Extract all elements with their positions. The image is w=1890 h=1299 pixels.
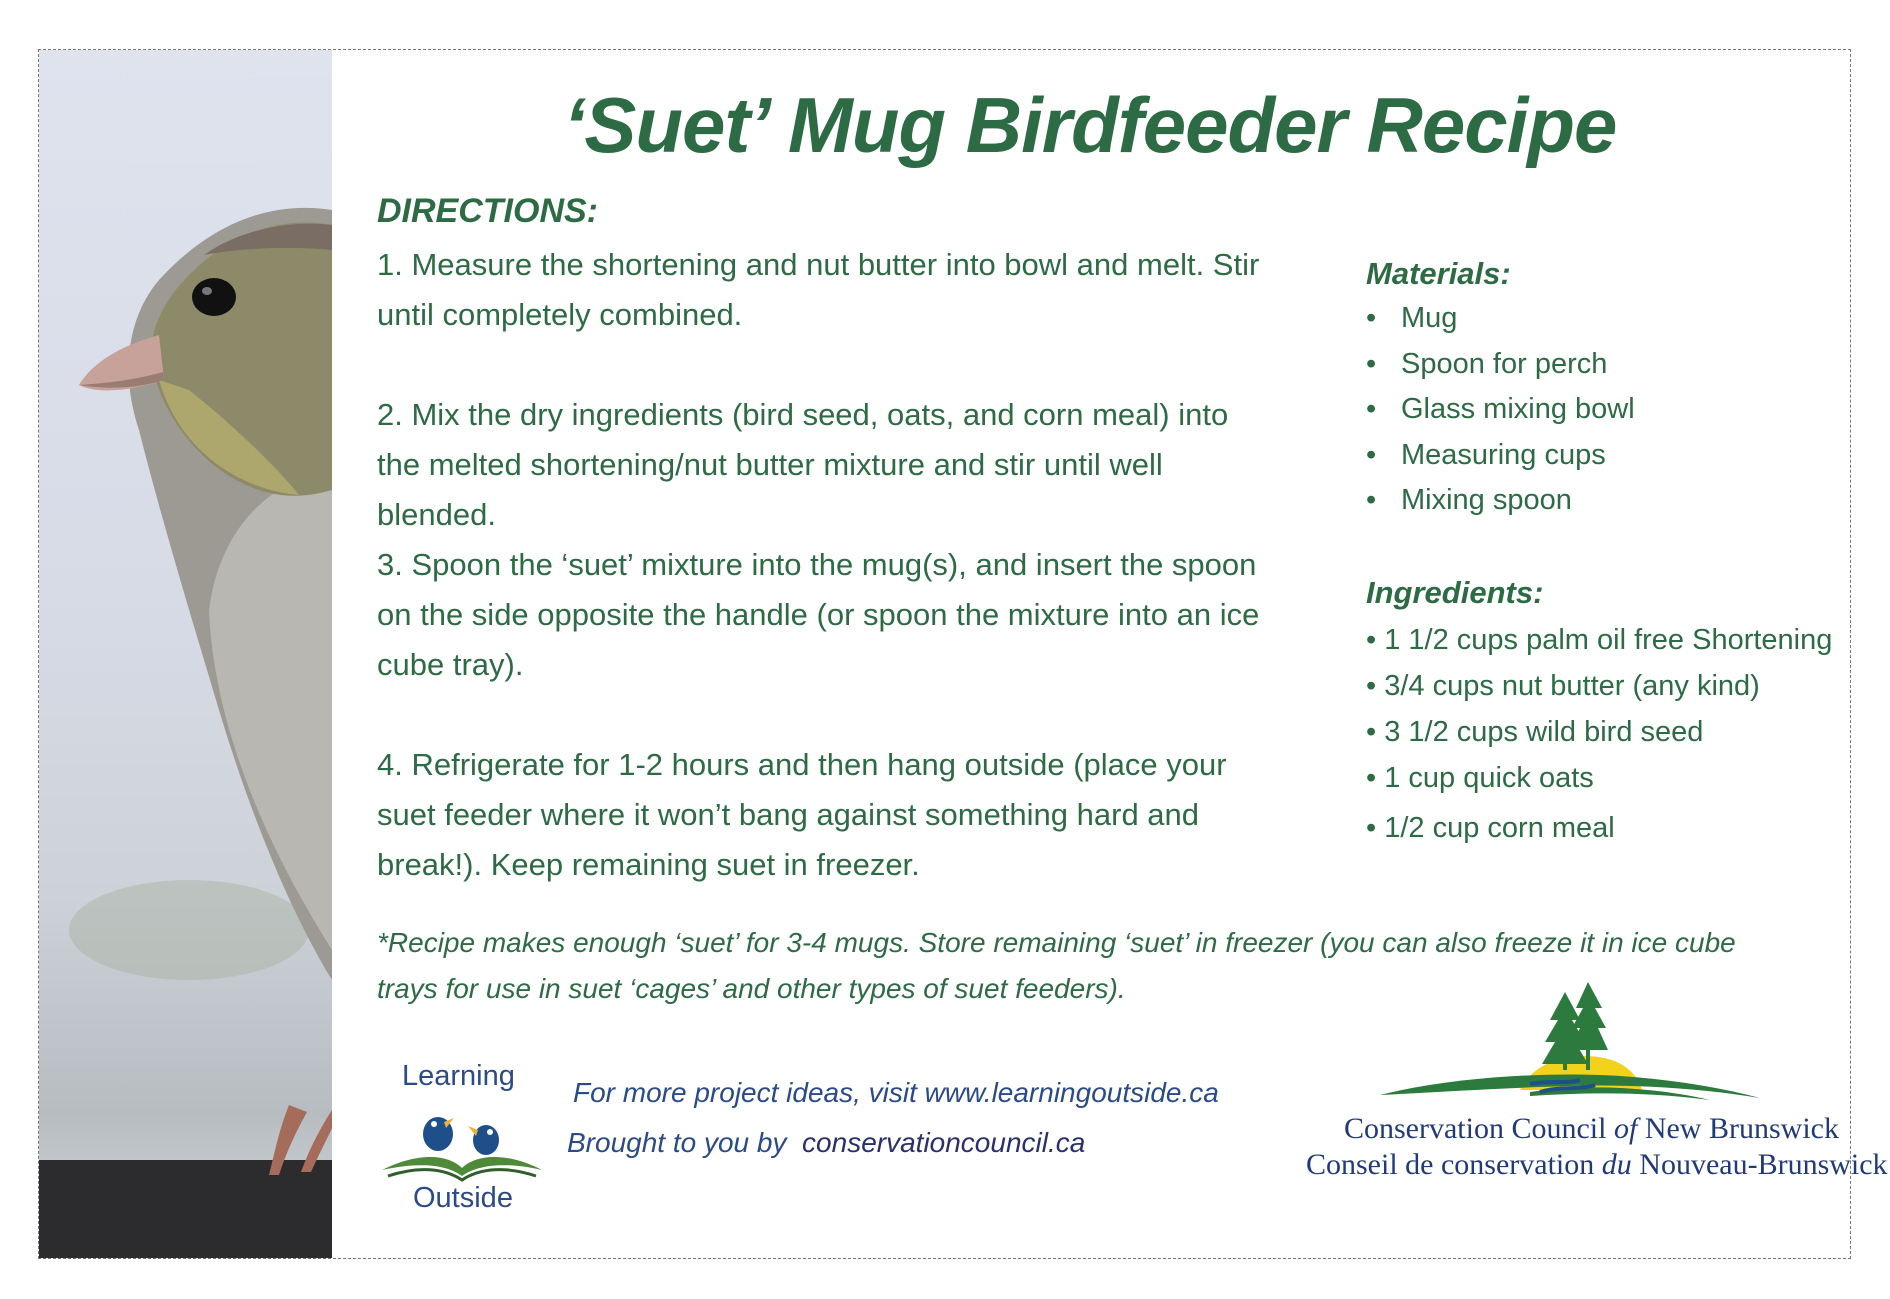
list-item: • Spoon for perch <box>1366 347 1608 380</box>
birds-book-icon <box>378 1092 546 1192</box>
list-item: • 1 cup quick oats <box>1366 762 1594 794</box>
direction-step-2: 2. Mix the dry ingredients (bird seed, oats, and corn meal) into the melted shortening/nut butter mixture and stir until well blended. <box>377 397 1229 532</box>
page-title: ‘Suet’ Mug Birdfeeder Recipe <box>563 81 1617 169</box>
direction-step-1: 1. Measure the shortening and nut butter into bowl and melt. Stir until completely combined. <box>377 247 1260 332</box>
direction-step-3: 3. Spoon the ‘suet’ mixture into the mug(s), and insert the spoon on the side opposite the handle (or spoon the mixture into an ice cube tray). <box>377 547 1260 682</box>
list-item: • 3 1/2 cups wild bird seed <box>1366 716 1704 748</box>
ccnb-logo <box>1300 980 1888 1200</box>
list-item: • 1 1/2 cups palm oil free Shortening <box>1366 624 1833 656</box>
ingredients-list <box>1366 617 1832 851</box>
list-item: • 1/2 cup corn meal <box>1366 812 1615 844</box>
list-item: • 3/4 cups nut butter (any kind) <box>1366 670 1760 702</box>
ingredients-heading: Ingredients: <box>1366 575 1544 610</box>
direction-step-4: 4. Refrigerate for 1-2 hours and then hang outside (place your suet feeder where it won’t bang against something hard and break!). Keep remaining suet in freezer. <box>377 747 1227 882</box>
logo-text-top: Learning <box>402 1060 515 1092</box>
list-item: • Mixing spoon <box>1366 484 1572 516</box>
ccnb-name-fr: Conseil de conservation du Nouveau-Brunswick <box>1306 1148 1888 1181</box>
more-ideas-link[interactable]: For more project ideas, visit www.learningoutside.ca <box>573 1077 1219 1108</box>
footer-credits <box>567 1068 1219 1168</box>
ccnb-name-en: Conservation Council of New Brunswick <box>1344 1112 1839 1145</box>
bird-photo <box>39 50 332 1258</box>
brought-prefix: Brought to you by <box>567 1127 787 1158</box>
ccnb-tree-logo <box>1380 980 1760 1110</box>
materials-list <box>1366 296 1635 524</box>
directions-heading: DIRECTIONS: <box>377 192 598 230</box>
list-item: • Mug <box>1366 302 1458 334</box>
learning-outside-logo <box>378 1060 546 1220</box>
recipe-note: *Recipe makes enough ‘suet’ for 3-4 mugs. Store remaining ‘suet’ in freezer (you can also freeze it in ice cube trays for use in suet ‘cages’ and other types of suet feeders). <box>377 927 1736 1004</box>
ccnb-link[interactable]: conservationcouncil.ca <box>802 1127 1086 1158</box>
brought-by-line <box>567 1118 1219 1168</box>
list-item: • Measuring cups <box>1366 438 1606 471</box>
list-item: • Glass mixing bowl <box>1366 393 1635 425</box>
logo-text-bottom: Outside <box>413 1182 513 1214</box>
materials-heading: Materials: <box>1366 256 1511 291</box>
